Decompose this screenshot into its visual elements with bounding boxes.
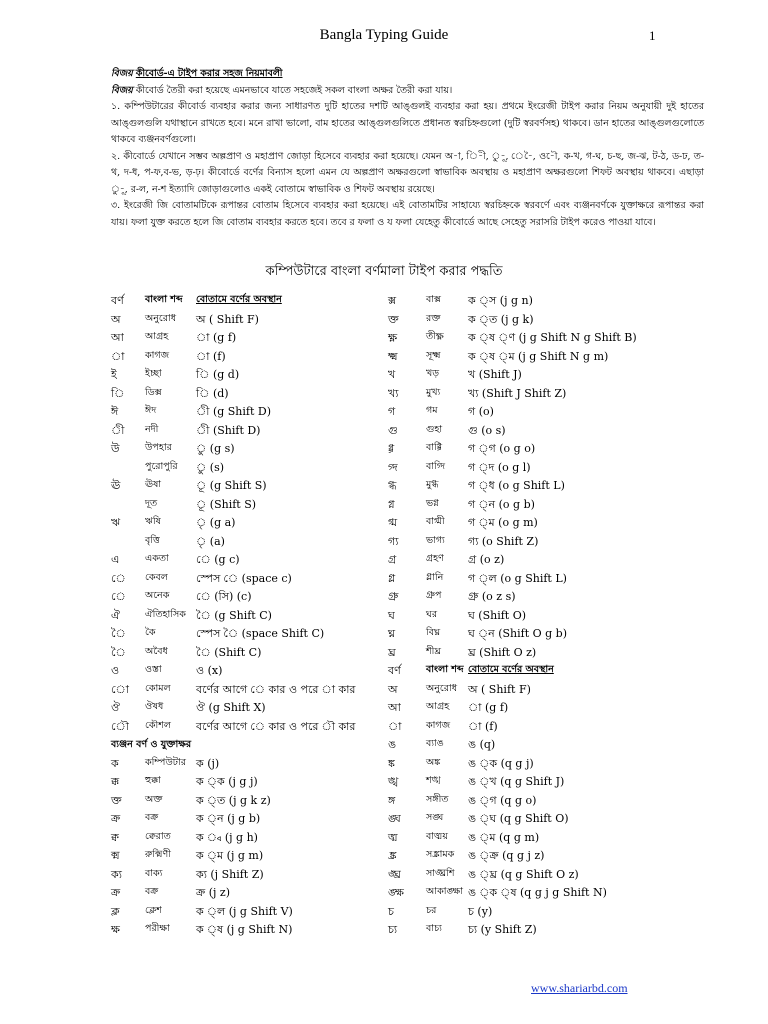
letter-cell: ক্ষ্ম <box>388 349 398 363</box>
word-cell: অবৈধ <box>145 645 168 657</box>
table-row <box>111 586 381 605</box>
letter-cell: ঙ্ম <box>388 830 398 844</box>
table-row <box>111 771 381 790</box>
key-cell: া (f) <box>196 349 226 363</box>
letter-cell: ঙ <box>388 738 397 751</box>
word-cell: রক্ত <box>426 312 441 324</box>
word-cell: শঙ্খ <box>426 775 441 786</box>
word-cell: বাগ্গি <box>426 442 443 453</box>
key-cell: খ্য (Shift J Shift Z) <box>468 386 567 400</box>
page-header <box>0 27 768 47</box>
table-header-row <box>111 290 381 309</box>
key-cell: গ ্গ (o g o) <box>468 442 536 455</box>
word-cell: ক্লেশ <box>145 904 162 916</box>
table-row <box>388 309 688 328</box>
table-row <box>111 697 381 716</box>
table-row <box>388 438 688 457</box>
key-cell: া (g f) <box>468 701 509 714</box>
key-cell: ু (s) <box>196 460 225 474</box>
letter-cell: ে <box>111 571 126 585</box>
letter-cell: ঙ্ক্ষ <box>388 886 404 899</box>
table-row <box>388 679 688 698</box>
letter-cell: গ্ন <box>388 497 395 511</box>
word-cell: নদী <box>145 423 159 435</box>
key-cell: ক ্ন (j g b) <box>196 812 261 825</box>
word-cell: কাগজ <box>426 719 451 731</box>
key-cell: ূ (g Shift S) <box>196 479 267 492</box>
word-cell: বক্র <box>145 812 159 823</box>
word-cell: খড় <box>426 368 440 379</box>
word-cell: আকাঙ্ক্ষা <box>426 886 463 897</box>
word-cell: সঙ্ক্রামক <box>426 849 455 860</box>
brand-logo-text: বিজয় <box>111 84 133 96</box>
table-row <box>388 753 688 772</box>
table-row <box>388 605 688 624</box>
table-row <box>388 642 688 661</box>
intro-paragraph-3-text: ২. কীবোর্ডে যেখানে সম্ভব অল্পপ্রাণ ও মহাপ্রাণ জোড়া হিসেবে ব্যবহার করা হয়েছে। যেমন অ-া, ি-ী, ু-ূ, ে-ৈ, ও-ৌ, ক-খ, গ-ঘ, চ-ছ, জ-ঝ, ট-ঠ, ড-ঢ, ত-থ, দ-ধ, প-ফ,ব-ভ, ড়-ঢ়। কীবোর্ডে বর্ণের বিন্যাস হলো এমন যে অল্পপ্রাণ অক্ষরগুলো স্বাভাবিক অবস্থায় ও মহাপ্রাণ অক্ষরগুলো শিফট অবস্থায় থাকবে। এছাড়া ু-ূ, র-ল, ন-শ ইত্যাদি জোড়াগুলোও একই বোতামে স্বাভাবিক ও শিফট অবস্থায় রয়েছে। <box>111 150 704 195</box>
intro-paragraph-2: ১. কম্পিউটারের কীবোর্ড ব্যবহার করার জন্য সাধারণত দুটি হাতের দশটি আঙ্গুলই ব্যবহার করা হয়। প্রথমে ইংরেজী টাইপ করার নিয়ম অনুযায়ী দুই হাতের আঙ্গুলগুলি যথাস্থানে রাখতে হবে। মনে রাখা ভালো, বাম হাতের আঙ্গুলগুলিতে প্রধানত স্বরচিহ্নগুলো (দুটি স্বরবর্ণসহ) থাকবে। ডান হাতের আঙ্গুলগুলোতে থাকবে ব্যঞ্জনবর্ণগুলো। <box>111 101 704 145</box>
key-cell: গ ্দ (o g l) <box>468 460 531 474</box>
table-row <box>111 864 381 883</box>
intro-heading: কীবোর্ড-এ টাইপ করার সহজ নিয়মাবলী <box>135 68 283 79</box>
letter-cell: ঙ্ক্র <box>388 849 397 862</box>
letter-cell: ৌ <box>111 719 129 733</box>
table-row <box>388 457 688 476</box>
letter-cell: ক্ষ্ণ <box>388 331 398 344</box>
page-title: Bangla Typing Guide <box>319 27 449 43</box>
letter-cell: গ্ধ <box>388 479 397 492</box>
word-cell: বাগ্দি <box>426 460 446 472</box>
table-row <box>111 790 381 809</box>
word-cell: ঈদ <box>145 405 157 416</box>
table-row <box>388 734 688 753</box>
word-cell: ঐতিহাসিক <box>145 608 186 620</box>
letter-cell: ক্ক <box>111 775 120 788</box>
word-cell: সঙ্গীত <box>426 793 449 805</box>
letter-cell: গ্রু <box>388 590 399 603</box>
letter-cell: ক্ত <box>111 793 122 807</box>
table-row <box>388 531 688 550</box>
table-row <box>111 901 381 920</box>
letter-cell: খ <box>388 368 396 381</box>
word-cell: বাংলা শব্দ <box>145 294 183 305</box>
word-cell: ডিক্স <box>145 386 162 398</box>
table-row <box>111 845 381 864</box>
word-cell: দূত <box>145 497 158 509</box>
brand-logo-text: বিজয় <box>111 68 133 79</box>
letter-cell: ক <box>111 756 119 770</box>
word-cell: বাংলা শব্দ <box>426 664 464 675</box>
table-row <box>388 512 688 531</box>
letter-cell: ৈ <box>111 645 126 659</box>
letter-cell: ৈ <box>111 627 126 640</box>
word-cell: বক্র <box>145 886 159 897</box>
table-row <box>388 364 688 383</box>
intro-paragraph-1-text: কীবোর্ড তৈরী করা হয়েছে এমনভাবে যাতে সহজেই সকল বাংলা অক্ষর তৈরী করা যায়। <box>135 84 453 96</box>
letter-cell: ক্ব <box>111 830 119 844</box>
word-cell: ঊষা <box>145 479 162 490</box>
word-cell: উপহার <box>145 442 172 453</box>
letter-cell: ক্র <box>111 886 121 899</box>
key-cell: বর্ণের আগে ে কার ও পরে ৗ কার <box>196 719 356 733</box>
table-row <box>388 623 688 642</box>
letter-cell: ঔ <box>111 701 121 714</box>
key-cell: ঘ ্ন (Shift O g b) <box>468 627 568 640</box>
letter-cell: া <box>388 719 402 733</box>
key-cell: স্পেস ে (space c) <box>196 571 292 585</box>
table-row <box>111 457 381 476</box>
word-cell: অক্ত <box>145 793 163 805</box>
table-row <box>111 309 381 328</box>
key-cell: বর্ণের আগে ে কার ও পরে া কার <box>196 682 356 696</box>
letter-cell: ঈ <box>111 405 119 418</box>
word-cell: কাগজ <box>145 349 170 361</box>
key-cell: চ্য (y Shift Z) <box>468 923 537 936</box>
key-cell: বোতামে বর্ণের অবস্থান <box>196 294 282 305</box>
word-cell: অনুরোধ <box>145 312 177 324</box>
key-cell: ু (g s) <box>196 442 235 455</box>
table-title: কম্পিউটারে বাংলা বর্ণমালা টাইপ করার পদ্ধতি <box>265 264 503 279</box>
intro-paragraph-4: ৩. ইংরেজী জি বোতামটিকে রূপান্তর বোতাম হিসেবে ব্যবহার করা হয়েছে। এই বোতামটির সাহায্যে স্বরচিহ্নকে স্বরবর্ণে এবং ব্যঞ্জনবর্ণকে যুক্তাক্ষরে রূপান্তর করা যায়। ফলা যুক্ত করতে হলে জি বোতাম ব্যবহার করতে হবে। তবে র ফলা ও য ফলা যেহেতু কীবোর্ডে আছে সেহেতু সরাসরি টাইপ করেও পাওয়া যাবে। <box>111 200 704 228</box>
word-cell: ওস্তা <box>145 664 162 675</box>
letter-cell: ক্ষ <box>111 923 120 936</box>
key-cell: ক্য (j Shift Z) <box>196 867 264 881</box>
letter-cell: গু <box>388 423 398 437</box>
word-cell: একতা <box>145 553 169 564</box>
key-cell: ঘ (Shift O) <box>468 608 527 622</box>
word-cell: ঘর <box>426 608 438 620</box>
table-row <box>111 549 381 568</box>
word-cell: ইচ্ছা <box>145 368 162 379</box>
key-cell: স্পেস ৈ (space Shift C) <box>196 627 325 640</box>
word-cell: ভগ্ন <box>426 497 439 509</box>
key-cell: অ ( Shift F) <box>468 682 531 696</box>
letter-cell: চ <box>388 904 394 918</box>
intro-section <box>111 66 704 231</box>
letter-cell: খ্য <box>388 386 399 400</box>
right-column <box>388 290 688 938</box>
key-cell: া (f) <box>468 719 498 733</box>
key-cell: ৈ (Shift C) <box>196 645 262 659</box>
table-row <box>111 716 381 735</box>
word-cell: ভাগ্য <box>426 534 445 546</box>
key-cell: গ ্ধ (o g Shift L) <box>468 479 565 492</box>
letter-cell: ো <box>111 682 129 696</box>
key-cell: গ ্ন (o g b) <box>468 497 535 511</box>
word-cell: পুরোপুরি <box>145 460 178 472</box>
word-cell: গ্রহণ <box>426 553 444 564</box>
letter-cell: আ <box>111 331 124 344</box>
letter-cell: ঋ <box>111 516 121 529</box>
letter-cell: চ্য <box>388 923 398 936</box>
table-row <box>111 475 381 494</box>
letter-cell: ক্ল <box>111 904 120 918</box>
key-cell: গ্র (o z) <box>468 553 505 566</box>
letter-cell: ক্স <box>388 294 397 307</box>
key-cell: ী (g Shift D) <box>196 405 272 418</box>
table-row <box>388 346 688 365</box>
key-cell: ও (x) <box>196 664 223 677</box>
table-row <box>388 827 688 846</box>
table-row <box>388 494 688 513</box>
letter-cell: ঊ <box>111 479 121 492</box>
letter-cell: উ <box>111 442 120 455</box>
intro-paragraph-3 <box>111 149 704 199</box>
word-cell: অনেক <box>145 590 170 601</box>
word-cell: ঋষি <box>145 516 161 527</box>
table-row <box>111 327 381 346</box>
letter-cell: ঙ্ঘ <box>388 812 401 825</box>
key-cell: খ (Shift J) <box>468 368 522 381</box>
word-cell: আগ্রহ <box>426 701 450 712</box>
letter-cell: গ্দ <box>388 460 398 474</box>
key-cell: ঙ ্ঘ (q g Shift O) <box>468 812 569 825</box>
table-row <box>111 882 381 901</box>
word-cell: সূক্ষ্ম <box>426 349 441 361</box>
letter-cell: া <box>111 349 125 363</box>
table-row <box>111 346 381 365</box>
key-cell: ঙ ্গ (q g o) <box>468 793 537 807</box>
letter-cell: গ্গ <box>388 442 395 455</box>
table-row <box>111 642 381 661</box>
key-cell: ঙ ্ঘ্র (q g Shift O z) <box>468 867 579 881</box>
key-cell: গ (o) <box>468 405 494 418</box>
key-cell: গ্য (o Shift Z) <box>468 534 539 548</box>
key-cell: অ ( Shift F) <box>196 312 259 326</box>
table-row <box>388 420 688 439</box>
table-row <box>388 864 688 883</box>
word-cell: গ্লানি <box>426 571 444 583</box>
table-row <box>111 531 381 550</box>
table-row <box>388 586 688 605</box>
letter-cell: ঙ্ঘ্র <box>388 867 401 881</box>
key-cell: া (g f) <box>196 331 237 344</box>
table-row <box>111 753 381 772</box>
table-row <box>111 494 381 513</box>
key-cell: ঙ ্ক ্ষ (q g j g Shift N) <box>468 886 607 899</box>
table-row <box>388 568 688 587</box>
key-cell: ক ্ত (j g k) <box>468 312 534 326</box>
letter-cell: ঙ্খ <box>388 775 399 788</box>
key-cell: ৈ (g Shift C) <box>196 608 272 622</box>
word-cell: ঔষধ <box>145 701 164 712</box>
table-row <box>111 512 381 531</box>
key-cell: ঙ ্ক (q g j) <box>468 756 534 770</box>
left-column <box>111 290 381 938</box>
letter-cell: ঘ্র <box>388 645 396 659</box>
key-cell: ঙ ্ম (q g m) <box>468 830 540 844</box>
letter-cell: ক্ম <box>111 849 120 862</box>
table-row <box>111 438 381 457</box>
word-cell: আগ্রহ <box>145 331 169 342</box>
word-cell: পরীক্ষা <box>145 923 170 934</box>
key-cell: ক ্ব (j g h) <box>196 830 258 844</box>
letter-cell: ও <box>111 664 120 677</box>
table-row <box>388 475 688 494</box>
table-row <box>388 383 688 402</box>
section-heading-text: ব্যঞ্জন বর্ণ ও যুক্তাক্ষর <box>111 739 192 750</box>
letter-cell: গ্ল <box>388 571 396 585</box>
key-cell: ঙ ্খ (q g Shift J) <box>468 775 565 788</box>
key-cell: ক ্ল (j g Shift V) <box>196 904 293 918</box>
table-row <box>388 808 688 827</box>
key-cell: ক ্ষ (j g Shift N) <box>196 923 293 936</box>
table-row <box>111 827 381 846</box>
letter-cell: ঙ্ক <box>388 756 395 770</box>
letter-cell: ঐ <box>111 608 120 622</box>
table-row <box>388 327 688 346</box>
letter-cell: ে <box>111 590 126 603</box>
table-row <box>388 716 688 735</box>
key-cell: ঙ (q) <box>468 738 496 751</box>
word-cell: গম <box>426 405 438 416</box>
letter-cell: আ <box>388 701 401 714</box>
key-cell: ক ্ষ ্ণ (j g Shift N g Shift B) <box>468 331 637 344</box>
intro-paragraph-1 <box>111 83 704 100</box>
key-cell: ৃ (g a) <box>196 516 236 529</box>
key-cell: গু (o s) <box>468 423 506 437</box>
letter-cell: ি <box>111 386 125 400</box>
word-cell: বাচ্য <box>426 923 442 934</box>
key-cell: ক ্ষ ্ম (j g Shift N g m) <box>468 349 609 363</box>
key-cell: বোতামে বর্ণের অবস্থান <box>468 664 554 675</box>
table-row <box>111 383 381 402</box>
table-row <box>388 290 688 309</box>
word-cell: গ্রুপ <box>426 590 442 601</box>
letter-cell: ঙ্গ <box>388 793 396 807</box>
key-cell: ঘ্র (Shift O z) <box>468 645 537 659</box>
word-cell: মুখ্য <box>426 386 441 398</box>
letter-cell: ক্য <box>111 867 122 881</box>
letter-cell: গ <box>388 405 396 418</box>
table-row <box>388 882 688 901</box>
key-cell: ি (g d) <box>196 368 240 381</box>
table-row <box>388 845 688 864</box>
letter-cell: বর্ণ <box>111 294 124 307</box>
letter-cell: এ <box>111 553 120 566</box>
word-cell: বাগ্মী <box>426 516 445 527</box>
table-row <box>111 605 381 624</box>
table-row <box>111 568 381 587</box>
letter-cell: গ্র <box>388 553 397 566</box>
letter-cell: গ্ম <box>388 516 398 529</box>
letter-cell: ক্ত <box>388 312 399 326</box>
table-row <box>111 364 381 383</box>
letter-cell: অ <box>388 682 398 696</box>
key-cell: ঔ (g Shift X) <box>196 701 266 714</box>
word-cell: বিঘ্ন <box>426 627 441 638</box>
word-cell: হুক্কা <box>145 775 161 786</box>
table-row <box>388 790 688 809</box>
letter-cell: ী <box>111 423 125 437</box>
word-cell: অনুরোধ <box>426 682 458 694</box>
word-cell: তীক্ষ্ণ <box>426 331 444 342</box>
section-heading <box>111 734 381 753</box>
word-cell: অঙ্ক <box>426 756 441 768</box>
letter-cell: ঘ্ন <box>388 627 396 640</box>
word-cell: ক্বেরাত <box>145 830 171 842</box>
table-row <box>388 697 688 716</box>
key-cell: ক ্স (j g n) <box>468 294 533 307</box>
word-cell: বাক্স <box>426 294 442 305</box>
word-cell: কোমল <box>145 682 171 694</box>
footer-link[interactable]: www.shariarbd.com <box>531 981 628 995</box>
word-cell: সাঙ্ঘ্রশি <box>426 867 455 879</box>
key-cell: ক ্ক (j g j) <box>196 775 258 788</box>
table-header-row <box>388 660 688 679</box>
table-row <box>388 549 688 568</box>
key-cell: গ ্ল (o g Shift L) <box>468 571 567 585</box>
key-cell: ি (d) <box>196 386 229 400</box>
word-cell: কৌশল <box>145 719 171 731</box>
table-row <box>388 401 688 420</box>
key-cell: ক্র (j z) <box>196 886 230 899</box>
word-cell: বৃত্তি <box>145 534 160 546</box>
word-cell: গুহা <box>426 423 443 435</box>
word-cell: কেবল <box>145 571 168 583</box>
table-row <box>388 919 688 938</box>
letter-cell: ক্র <box>111 812 121 825</box>
table-row <box>388 771 688 790</box>
key-cell: চ (y) <box>468 904 493 918</box>
word-cell: মুগ্ধ <box>426 479 439 490</box>
letter-cell: বর্ণ <box>388 664 401 677</box>
key-cell: ে (g c) <box>196 553 240 566</box>
key-cell: ক ্ত (j g k z) <box>196 793 271 807</box>
key-cell: ক (j) <box>196 756 220 770</box>
table-row <box>388 901 688 920</box>
word-cell: বাক্য <box>145 867 163 879</box>
key-cell: গ ্ম (o g m) <box>468 516 538 529</box>
key-cell: ী (Shift D) <box>196 423 261 437</box>
table-row <box>111 660 381 679</box>
word-cell: ব্যাঙ <box>426 738 444 749</box>
table-row <box>111 808 381 827</box>
table-row <box>111 919 381 938</box>
word-cell: কৈ <box>145 627 156 638</box>
word-cell: রুক্মিণী <box>145 849 171 860</box>
key-cell: ক ্ম (j g m) <box>196 849 264 862</box>
page-number: 1 <box>649 28 656 43</box>
word-cell: শীঘ্র <box>426 645 441 657</box>
key-cell: ৃ (a) <box>196 534 225 548</box>
word-cell: কম্পিউটার <box>145 756 186 768</box>
table-row <box>111 679 381 698</box>
intro-heading-line <box>111 66 704 83</box>
word-cell: বাঙ্ময় <box>426 830 448 842</box>
letter-cell: গ্য <box>388 534 399 548</box>
table-row <box>111 623 381 642</box>
word-cell: চর <box>426 904 437 916</box>
key-cell: ে (সি) (c) <box>196 590 252 603</box>
letter-cell: অ <box>111 312 121 326</box>
letter-cell: ই <box>111 368 117 381</box>
word-cell: সঙ্ঘ <box>426 812 444 823</box>
key-cell: ূ (Shift S) <box>196 497 257 511</box>
table-row <box>111 401 381 420</box>
letter-cell: ঘ <box>388 608 395 622</box>
key-cell: ঙ ্ক্র (q g j z) <box>468 849 545 862</box>
key-cell: গ্রু (o z s) <box>468 590 516 603</box>
table-row <box>111 420 381 439</box>
